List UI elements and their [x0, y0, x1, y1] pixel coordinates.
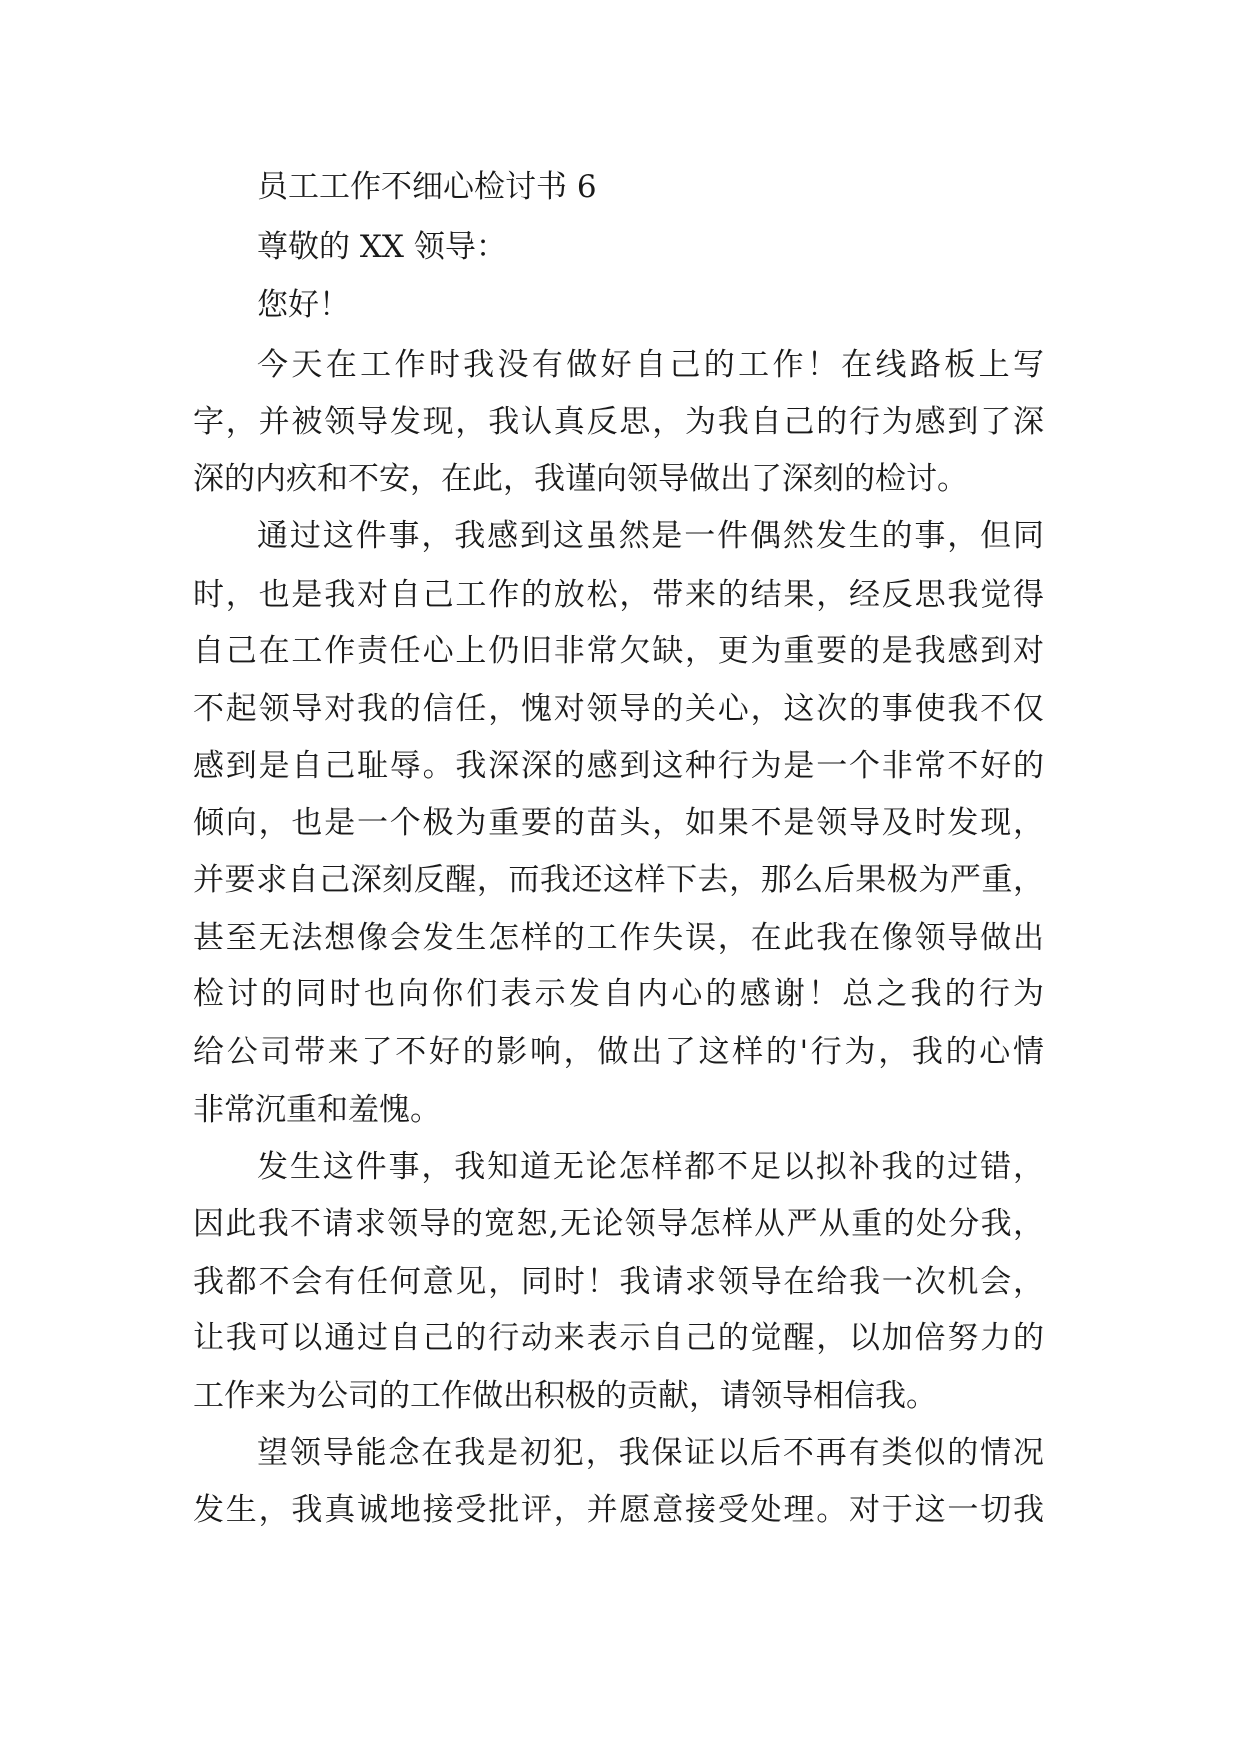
body-line: 感到是自己耻辱。我深深的感到这种行为是一个非常不好的: [193, 748, 1044, 784]
body-line: 倾向，也是一个极为重要的苗头，如果不是领导及时发现，: [193, 805, 1044, 841]
body-line: 时，也是我对自己工作的放松，带来的结果，经反思我觉得: [193, 577, 1044, 613]
body-line: 发生这件事，我知道无论怎样都不足以拟补我的过错，: [257, 1149, 1044, 1185]
body-line: 深的内疚和不安，在此，我谨向领导做出了深刻的检讨。: [193, 461, 968, 497]
body-line: 发生，我真诚地接受批评，并愿意接受处理。对于这一切我: [193, 1492, 1044, 1528]
body-line: 并要求自己深刻反醒，而我还这样下去，那么后果极为严重，: [193, 862, 1044, 898]
body-line: 不起领导对我的信任，愧对领导的关心，这次的事使我不仅: [193, 691, 1044, 727]
body-line: 检讨的同时也向你们表示发自内心的感谢！总之我的行为: [193, 976, 1044, 1012]
body-line: 因此我不请求领导的宽恕,无论领导怎样从严从重的处分我，: [193, 1206, 1044, 1242]
body-line: 自己在工作责任心上仍旧非常欠缺，更为重要的是我感到对: [193, 633, 1044, 669]
salutation: 尊敬的 XX 领导：: [257, 229, 507, 265]
body-line: 今天在工作时我没有做好自己的工作！在线路板上写: [257, 347, 1044, 383]
body-line: 给公司带来了不好的影响，做出了这样的'行为，我的心情: [193, 1034, 1044, 1070]
body-line: 工作来为公司的工作做出积极的贡献，请领导相信我。: [193, 1378, 937, 1414]
body-line: 我都不会有任何意见，同时！我请求领导在给我一次机会，: [193, 1264, 1044, 1300]
body-line: 通过这件事，我感到这虽然是一件偶然发生的事，但同: [257, 518, 1044, 554]
body-line: 甚至无法想像会发生怎样的工作失误，在此我在像领导做出: [193, 920, 1044, 956]
body-line: 非常沉重和羞愧。: [193, 1092, 441, 1128]
greeting: 您好！: [257, 287, 350, 323]
body-line: 望领导能念在我是初犯，我保证以后不再有类似的情况: [257, 1435, 1044, 1471]
body-line: 字，并被领导发现，我认真反思，为我自己的行为感到了深: [193, 404, 1044, 440]
body-line: 让我可以通过自己的行动来表示自己的觉醒，以加倍努力的: [193, 1320, 1044, 1356]
document-title: 员工工作不细心检讨书 6: [257, 169, 597, 205]
